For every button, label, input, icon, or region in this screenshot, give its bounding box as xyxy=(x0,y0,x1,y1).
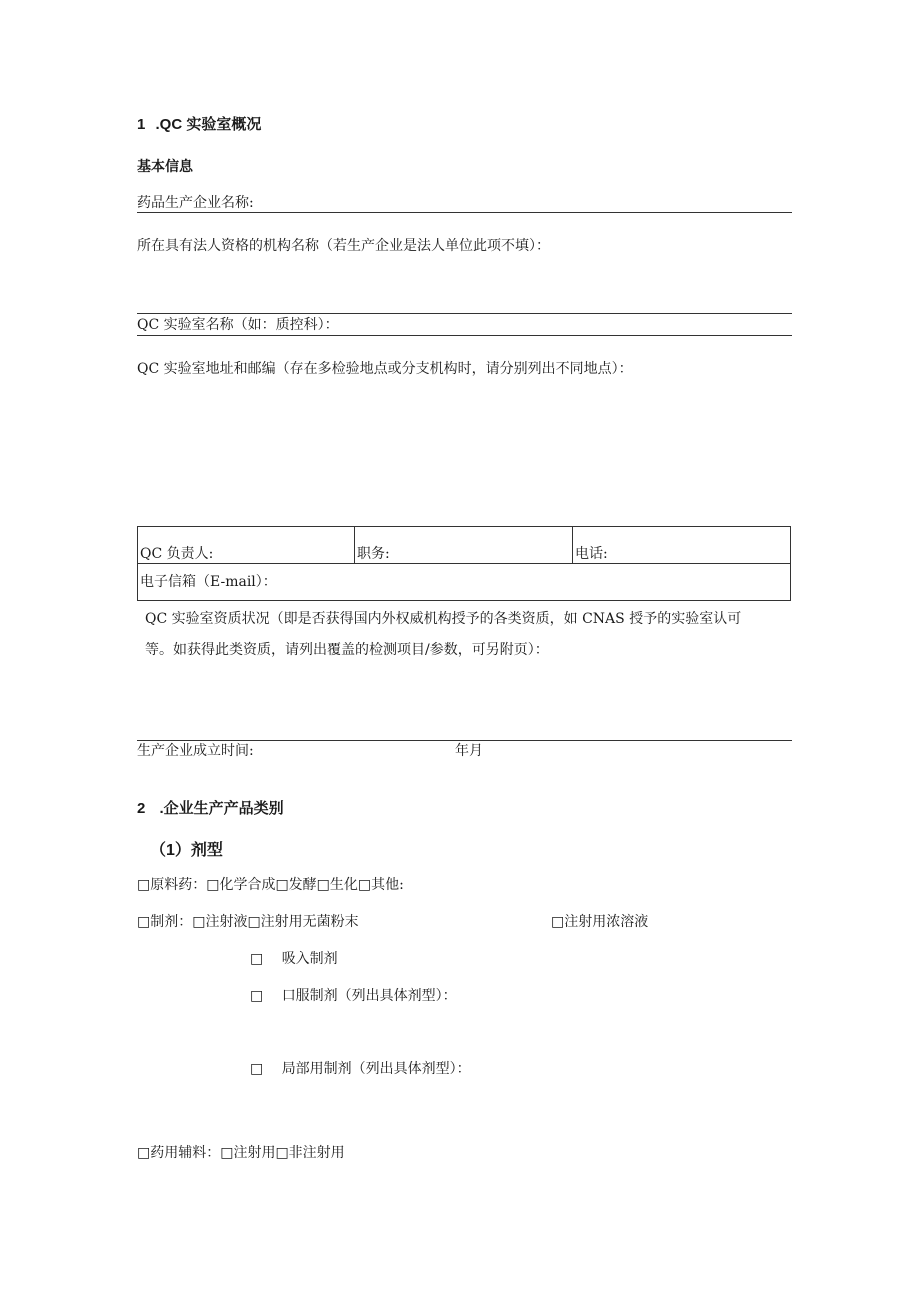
legal-org-label: 所在具有法人资格的机构名称（若生产企业是法人单位此项不填）： xyxy=(137,238,550,254)
concentrate-injection-checkbox[interactable]: □注射用浓溶液 xyxy=(551,914,649,930)
basic-info-heading: 基本信息 xyxy=(137,158,193,174)
position-label: 职务: xyxy=(357,546,390,562)
qc-lab-address-label: QC 实验室地址和邮编（存在多检验地点或分支机构时，请分别列出不同地点）： xyxy=(137,361,633,377)
oral-label: 口服制剂（列出具体剂型）： xyxy=(281,988,457,1004)
section-2-heading xyxy=(137,800,284,818)
qualification-field-line[interactable] xyxy=(137,740,792,741)
legal-org-field-line[interactable] xyxy=(137,313,792,314)
phone-cell[interactable] xyxy=(573,527,791,564)
api-checkbox-line[interactable]: □原料药：□化学合成□发酵□生化□其他: xyxy=(137,877,404,893)
inhalation-option[interactable] xyxy=(250,950,338,968)
qc-lab-name-field-line[interactable] xyxy=(137,335,792,336)
section-2-number: 2 xyxy=(137,800,146,817)
founding-label: 生产企业成立时间: xyxy=(137,743,254,759)
topical-label: 局部用制剂（列出具体剂型）： xyxy=(281,1061,471,1077)
qc-manager-cell[interactable] xyxy=(138,527,355,564)
company-name-field-line[interactable] xyxy=(137,212,792,213)
year-month-label: 年月 xyxy=(455,743,483,759)
preparation-checkbox-line[interactable]: □制剂：□注射液□注射用无菌粉末 xyxy=(137,914,359,930)
topical-checkbox[interactable]: □ xyxy=(250,1061,264,1077)
topical-option[interactable] xyxy=(250,1060,471,1078)
oral-checkbox[interactable]: □ xyxy=(250,988,264,1004)
contact-table xyxy=(137,526,791,601)
section-1-title: .QC 实验室概况 xyxy=(155,116,262,133)
section-1-number: 1 xyxy=(137,116,146,133)
section-1-heading xyxy=(137,116,261,134)
email-cell[interactable] xyxy=(138,564,791,601)
qc-manager-label: QC 负责人: xyxy=(140,546,214,562)
position-cell[interactable] xyxy=(355,527,573,564)
dosage-form-heading: （1）剂型 xyxy=(150,842,223,859)
inhalation-label: 吸入制剂 xyxy=(281,951,338,967)
company-name-label: 药品生产企业名称: xyxy=(137,195,254,211)
inhalation-checkbox[interactable]: □ xyxy=(250,951,264,967)
qualification-line-1: QC 实验室资质状况（即是否获得国内外权威机构授予的各类资质，如 CNAS 授予的实验室认可 xyxy=(145,611,742,627)
excipient-checkbox-line[interactable]: □药用辅料：□注射用□非注射用 xyxy=(137,1145,345,1161)
qualification-line-2: 等。如获得此类资质，请列出覆盖的检测项目/参数，可另附页）： xyxy=(145,642,549,658)
oral-option[interactable] xyxy=(250,987,457,1005)
section-2-title: .企业生产产品类别 xyxy=(159,800,284,817)
email-label: 电子信箱（E-mail）： xyxy=(140,574,277,590)
phone-label: 电话: xyxy=(575,546,608,562)
qc-lab-name-label: QC 实验室名称（如：质控科）： xyxy=(137,317,339,333)
